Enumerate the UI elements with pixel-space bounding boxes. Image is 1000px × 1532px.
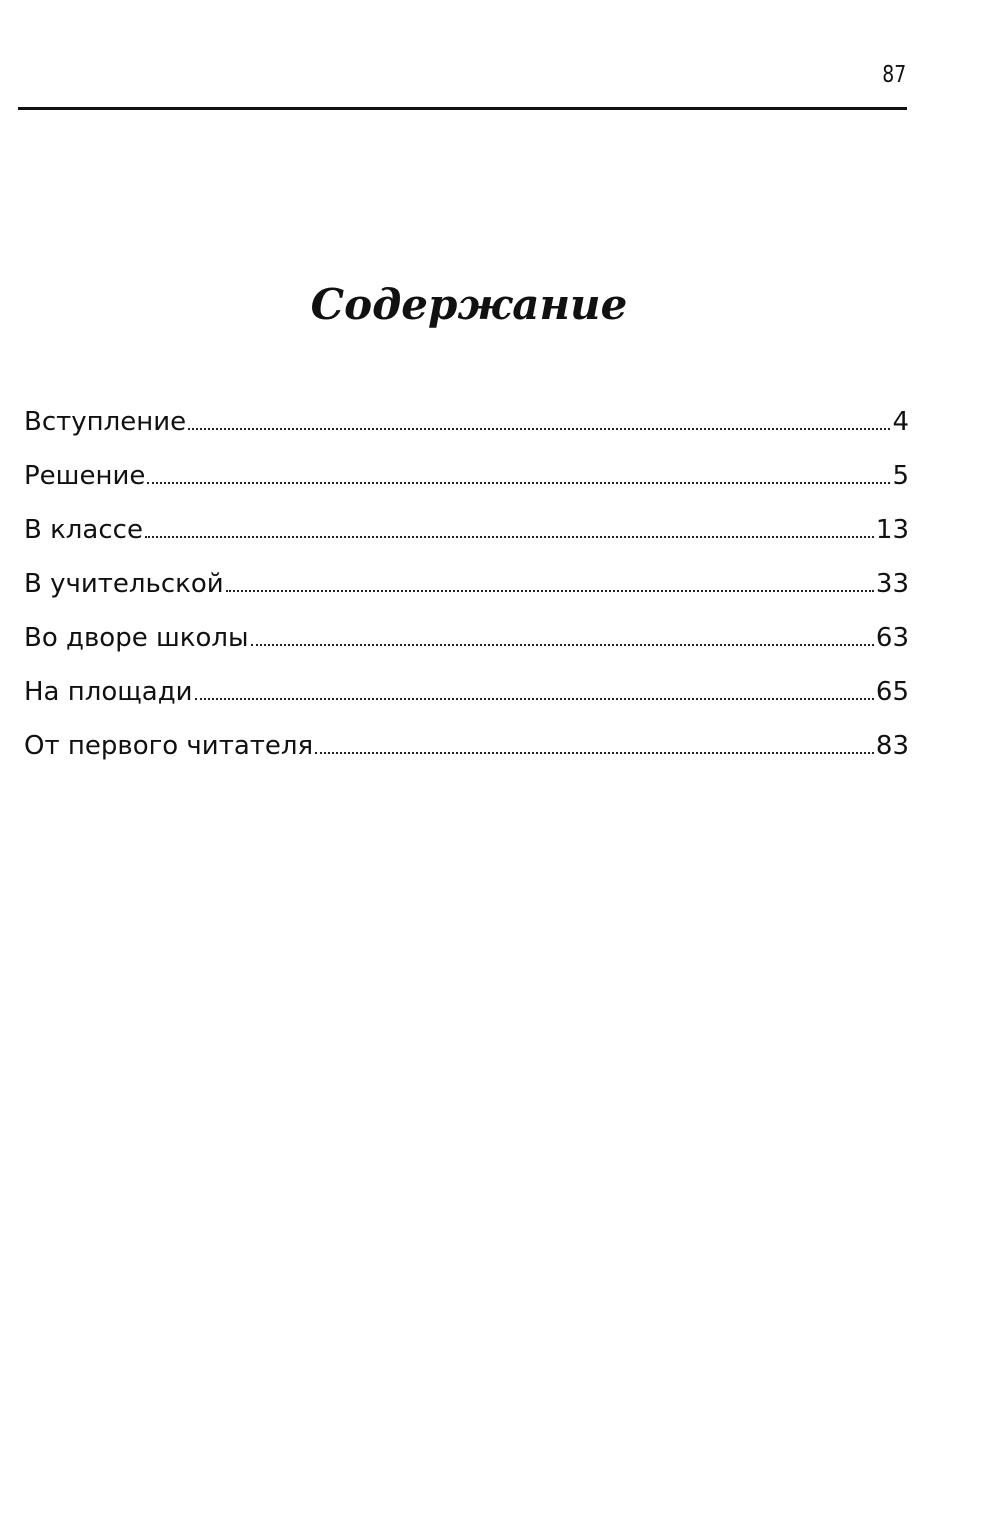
toc-dot-leader <box>147 482 890 484</box>
toc-dot-leader <box>251 644 874 646</box>
page-number: 87 <box>881 62 906 88</box>
toc-entry <box>24 621 909 675</box>
toc-entry-label: В учительской <box>24 569 224 599</box>
toc-entry <box>24 675 909 729</box>
toc-entry-label: Во дворе школы <box>24 623 249 653</box>
toc-dot-leader <box>145 536 874 538</box>
toc-entry-page: 13 <box>875 515 909 545</box>
toc-dot-leader <box>315 752 874 754</box>
toc-entry-page: 65 <box>875 677 909 707</box>
toc-entry-page: 83 <box>875 731 909 761</box>
toc-entry <box>24 513 909 567</box>
toc-entry-label: На площади <box>24 677 193 707</box>
toc-entry <box>24 567 909 621</box>
toc-dot-leader <box>188 428 890 430</box>
toc-entry-label: Решение <box>24 461 146 491</box>
toc-entry-label: От первого читателя <box>24 731 314 761</box>
toc-entry-page: 33 <box>875 569 909 599</box>
toc-dot-leader <box>226 590 874 592</box>
header-rule <box>18 107 907 110</box>
toc-title: Содержание <box>310 280 628 329</box>
toc-entry <box>24 729 909 783</box>
toc-entry <box>24 405 909 459</box>
toc-entry-label: В классе <box>24 515 143 545</box>
toc-entry-page: 63 <box>875 623 909 653</box>
toc-entry-label: Вступление <box>24 407 187 437</box>
toc-entry-page: 4 <box>892 407 909 437</box>
toc-entry <box>24 459 909 513</box>
toc-list <box>24 405 909 783</box>
toc-dot-leader <box>195 698 874 700</box>
toc-entry-page: 5 <box>892 461 909 491</box>
